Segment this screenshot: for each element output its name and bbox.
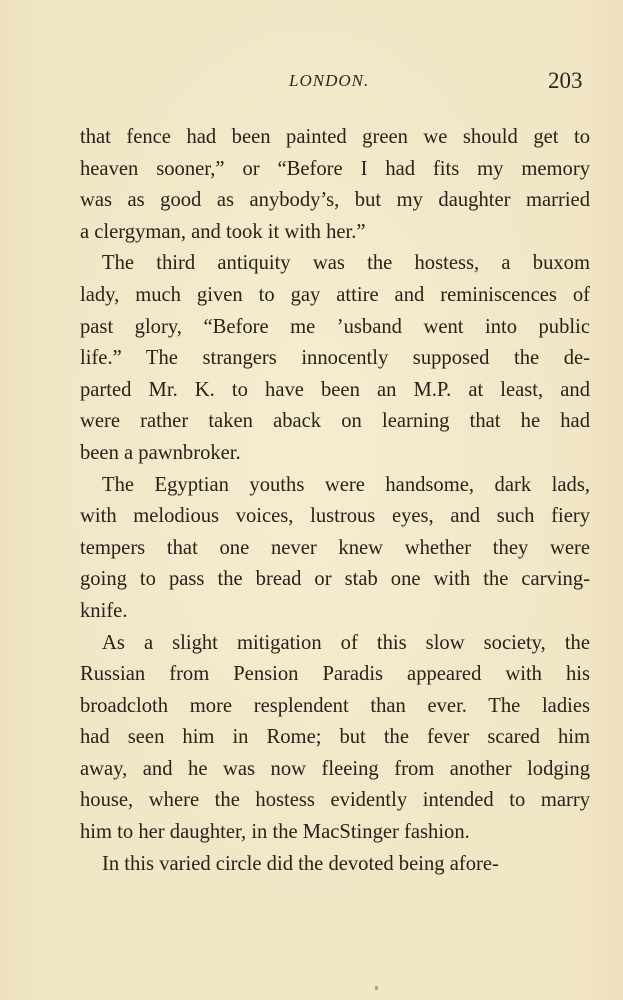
text-line: was as good as anybody’s, but my daughter married	[80, 189, 590, 212]
paragraph-start-line: In this varied circle did the devoted being afore-	[102, 852, 499, 875]
text-line: him to her daughter, in the MacStinger fashion.	[80, 821, 470, 844]
text-line: away, and he was now fleeing from another lodging	[80, 757, 590, 780]
text-line: going to pass the bread or stab one with the carving-	[80, 568, 590, 591]
text-line: that fence had been painted green we should get to	[80, 126, 590, 148]
paragraph-start-line: The Egyptian youths were handsome, dark lads,	[102, 473, 590, 496]
text-line: house, where the hostess evidently intended to marry	[80, 789, 590, 812]
page-number: 203	[548, 68, 583, 93]
text-line: Russian from Pension Paradis appeared with his	[80, 663, 590, 686]
text-line: past glory, “Before me ’usband went into public	[80, 315, 590, 338]
text-line: with melodious voices, lustrous eyes, and such fiery	[80, 505, 590, 528]
text-line: knife.	[80, 599, 128, 622]
text-line: been a pawnbroker.	[80, 441, 241, 464]
text-line: a clergyman, and took it with her.”	[80, 220, 366, 243]
paragraph-start-line: As a slight mitigation of this slow society, the	[102, 631, 590, 654]
paragraph-start-line: The third antiquity was the hostess, a buxom	[102, 252, 590, 275]
text-line: tempers that one never knew whether they were	[80, 536, 590, 559]
text-line: lady, much given to gay attire and reminiscences of	[80, 283, 590, 306]
text-line: had seen him in Rome; but the fever scared him	[80, 726, 590, 749]
text-line: were rather taken aback on learning that he had	[80, 410, 590, 433]
text-line: life.” The strangers innocently supposed the de-	[80, 347, 590, 370]
body-text	[80, 122, 590, 880]
text-line: heaven sooner,” or “Before I had fits my memory	[80, 157, 590, 180]
text-line: parted Mr. K. to have been an M.P. at least, and	[80, 378, 590, 401]
running-title: LONDON.	[289, 71, 370, 90]
text-line: broadcloth more resplendent than ever. The ladies	[80, 694, 590, 717]
paper-speck	[375, 986, 378, 990]
